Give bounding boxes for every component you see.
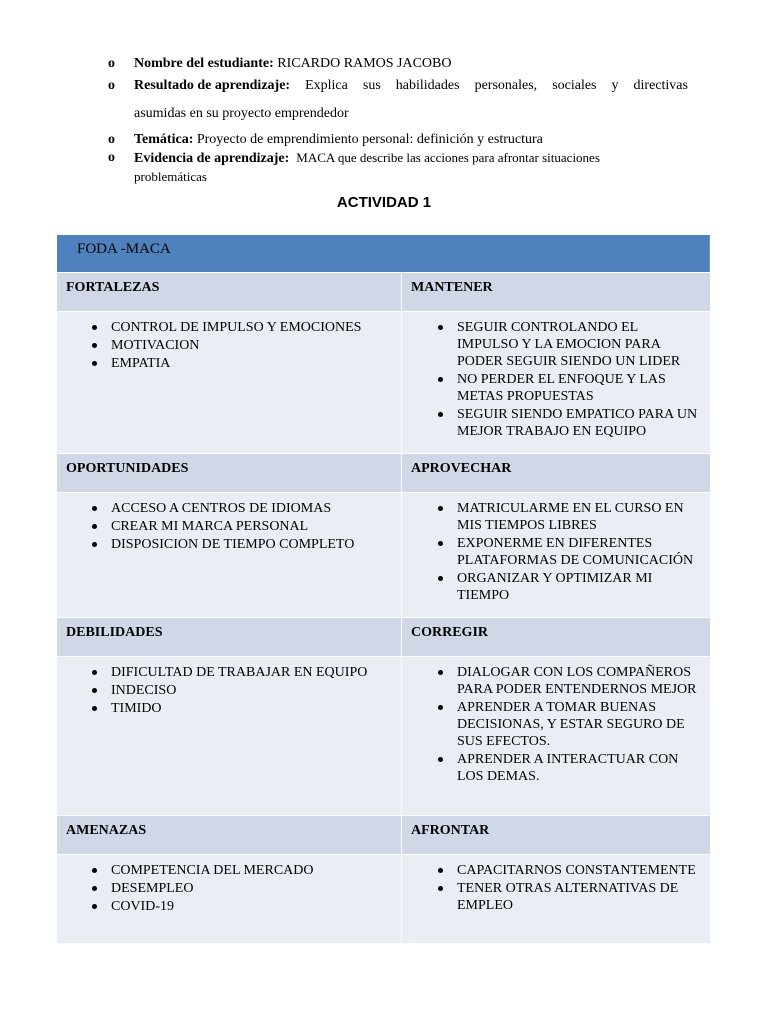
topic-label: Temática: [134,132,194,147]
student-name-label: Nombre del estudiante: [134,56,274,71]
leverage-heading: APROVECHAR [411,461,512,476]
section-header-row [57,617,710,656]
maintain-heading: MANTENER [411,280,493,295]
list-item: EMPATIA [111,355,401,372]
student-name-value: RICARDO RAMOS JACOBO [277,56,452,71]
learning-result-line2: asumidas en su proyecto emprendedor [134,106,349,121]
section-body-row [57,311,710,453]
learning-result-item [108,77,688,131]
section-header-row [57,272,710,311]
student-info-list [108,55,688,186]
section-header-row [57,815,710,854]
list-marker: o [108,132,115,147]
list-marker: o [108,78,115,93]
list-item: ORGANIZAR Y OPTIMIZAR MI TIEMPO [457,570,702,604]
topic-item [108,131,688,149]
evidence-item [108,149,688,186]
list-item: DIALOGAR CON LOS COMPAÑEROS PARA PODER ENTENDERNOS MEJOR [457,664,702,698]
list-marker: o [108,56,115,71]
activity-title: ACTIVIDAD 1 [336,194,432,211]
foda-table [57,235,710,943]
correct-list [402,657,710,785]
list-item: DISPOSICION DE TIEMPO COMPLETO [111,536,401,553]
list-marker: o [108,150,115,165]
topic-value: Proyecto de emprendimiento personal: definición y estructura [196,132,543,147]
list-item: CREAR MI MARCA PERSONAL [111,518,401,535]
list-item: ACCESO A CENTROS DE IDIOMAS [111,500,401,517]
list-item: EXPONERME EN DIFERENTES PLATAFORMAS DE COMUNICACIÓN [457,535,702,569]
list-item: APRENDER A INTERACTUAR CON LOS DEMAS. [457,751,702,785]
list-item: APRENDER A TOMAR BUENAS DECISIONAS, Y ESTAR SEGURO DE SUS EFECTOS. [457,699,702,750]
list-item: INDECISO [111,682,401,699]
student-name-item [108,55,688,77]
strengths-heading: FORTALEZAS [57,273,402,311]
weaknesses-heading: DEBILIDADES [57,618,402,656]
list-item: DESEMPLEO [111,880,401,897]
list-item: COMPETENCIA DEL MERCADO [111,862,401,879]
evidence-value-line2: problemáticas [134,169,207,184]
face-list [402,855,710,914]
list-item: DIFICULTAD DE TRABAJAR EN EQUIPO [111,664,401,681]
maintain-list [402,312,710,440]
threats-list [57,855,401,915]
opportunities-list [57,493,401,553]
list-item: CONTROL DE IMPULSO Y EMOCIONES [111,319,401,336]
evidence-label: Evidencia de aprendizaje: [134,151,290,166]
learning-result-line1: Resultado de aprendizaje: Explica sus habilidades personales, sociales y directivas [134,78,688,93]
section-body-row [57,656,710,815]
foda-table-title: FODA -MACA [57,235,710,272]
section-body-row [57,492,710,617]
list-item: CAPACITARNOS CONSTANTEMENTE [457,862,702,879]
list-item: MOTIVACION [111,337,401,354]
strengths-list [57,312,401,372]
opportunities-heading: OPORTUNIDADES [57,454,402,492]
correct-heading: CORREGIR [411,625,489,640]
section-body-row [57,854,710,943]
list-item: MATRICULARME EN EL CURSO EN MIS TIEMPOS LIBRES [457,500,702,534]
list-item: TIMIDO [111,700,401,717]
leverage-list [402,493,710,604]
list-item: TENER OTRAS ALTERNATIVAS DE EMPLEO [457,880,702,914]
list-item: SEGUIR SIENDO EMPATICO PARA UN MEJOR TRABAJO EN EQUIPO [457,406,702,440]
weaknesses-list [57,657,401,717]
list-item: COVID-19 [111,898,401,915]
learning-result-label: Resultado de aprendizaje: [134,78,291,93]
list-item: NO PERDER EL ENFOQUE Y LAS METAS PROPUESTAS [457,371,702,405]
threats-heading: AMENAZAS [57,816,402,854]
evidence-value-line1: MACA que describe las acciones para afrontar situaciones [296,150,600,165]
section-header-row [57,453,710,492]
face-heading: AFRONTAR [411,823,490,838]
list-item: SEGUIR CONTROLANDO EL IMPULSO Y LA EMOCION PARA PODER SEGUIR SIENDO UN LIDER [457,319,702,370]
